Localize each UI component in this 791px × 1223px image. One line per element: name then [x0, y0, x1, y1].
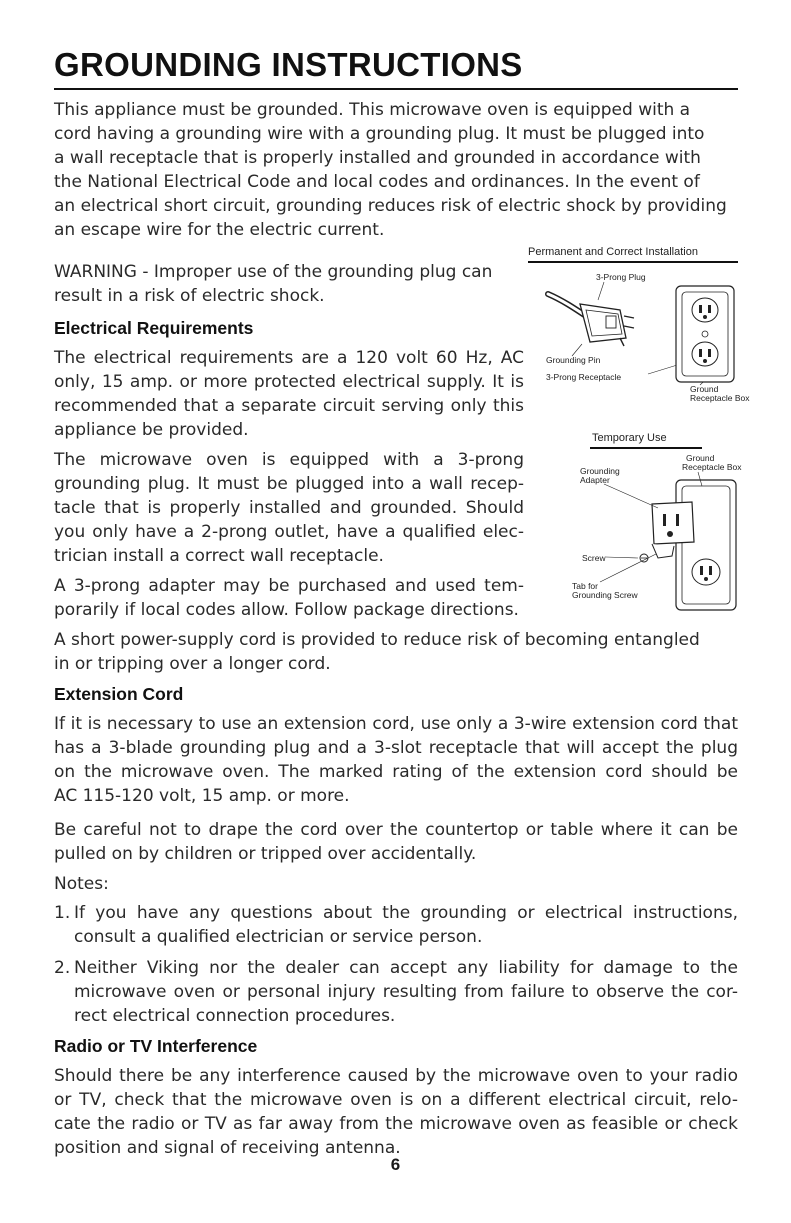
page-title: GROUNDING INSTRUCTIONS [54, 46, 523, 83]
text-line: grounding plug. It must be plugged into a wall recep- [54, 474, 524, 494]
label-screw: Screw [582, 553, 606, 563]
text-line: Neither Viking nor the dealer can accept any liability for damage to the [74, 958, 738, 978]
figure-caption-permanent: Permanent and Correct Installation [528, 246, 698, 258]
text-line: The electrical requirements are a 120 volt 60 Hz, AC [54, 348, 524, 368]
text-line: pulled on by children or tripped over accidentally. [54, 844, 477, 864]
text-line: AC 115-120 volt, 15 amp. or more. [54, 786, 350, 806]
electrical-requirements-heading: Electrical Requirements [54, 318, 254, 338]
text-line: porarily if local codes allow. Follow package directions. [54, 600, 519, 620]
note-text [74, 901, 738, 949]
text-line: If you have any questions about the grounding or electrical instructions, [74, 903, 738, 923]
text-line: This appliance must be grounded. This microwave oven is equipped with a [54, 100, 691, 120]
text-line: rect electrical connection procedures. [74, 1006, 396, 1026]
text-line: A 3-prong adapter may be purchased and used tem- [54, 576, 524, 596]
label-receptacle-box: Receptacle Box [690, 393, 750, 403]
adapter-and-receptacle-drawing [560, 432, 740, 612]
notes-label: Notes: [54, 874, 109, 894]
text-line: result in a risk of electric shock. [54, 286, 325, 306]
text-line: consult a qualified electrician or service person. [74, 927, 483, 947]
text-line: only, 15 amp. or more protected electrical supply. It is [54, 372, 524, 392]
figure-caption-temporary: Temporary Use [592, 432, 667, 444]
electrical-paragraph-2 [54, 448, 524, 568]
text-line: position and signal of receiving antenna. [54, 1138, 401, 1158]
warning-paragraph [54, 260, 534, 308]
extension-paragraph-2 [54, 818, 738, 866]
label-grounding-pin: Grounding Pin [546, 355, 601, 365]
text-line: tacle that is properly installed and grounded. Should [54, 498, 524, 518]
label-ground: Ground [686, 453, 715, 463]
label-ground: Ground [690, 384, 719, 394]
electrical-paragraph-3 [54, 574, 544, 622]
text-line: an electrical short circuit, grounding reduces risk of electric shock by providing [54, 196, 727, 216]
text-line: has a 3-blade grounding plug and a 3-slot receptacle that will accept the plug [54, 738, 738, 758]
text-line: Be careful not to drape the cord over the countertop or table where it can be [54, 820, 738, 840]
label-grounding-screw: Grounding Screw [572, 590, 638, 600]
plug-and-receptacle-drawing [528, 246, 740, 418]
electrical-paragraph-4 [54, 628, 738, 676]
text-line: on the microwave oven. The marked rating of the extension cord should be [54, 762, 738, 782]
text-line: If it is necessary to use an extension cord, use only a 3-wire extension cord that [54, 714, 738, 734]
text-line: microwave oven or personal injury resulting from failure to observe the cor- [74, 982, 738, 1002]
extension-cord-heading: Extension Cord [54, 684, 184, 704]
extension-paragraph-1 [54, 712, 738, 808]
intro-paragraph [54, 98, 738, 242]
text-line: in or tripping over a longer cord. [54, 654, 331, 674]
text-line: Should there be any interference caused by the microwave oven to your radio [54, 1066, 738, 1086]
radio-tv-heading: Radio or TV Interference [54, 1036, 258, 1056]
text-line: an escape wire for the electric current. [54, 220, 385, 240]
text-line: or TV, check that the microwave oven is on a different electrical circuit, relo- [54, 1090, 738, 1110]
radio-paragraph [54, 1064, 738, 1160]
electrical-paragraph-1 [54, 346, 524, 442]
text-line: trician install a correct wall receptacle. [54, 546, 384, 566]
text-line: cord having a grounding wire with a grounding plug. It must be plugged into [54, 124, 705, 144]
page-number: 6 [390, 1155, 401, 1174]
label-adapter: Adapter [580, 475, 610, 485]
label-receptacle-box: Receptacle Box [682, 462, 742, 472]
title-underline [54, 88, 738, 90]
text-line: recommended that a separate circuit serving only this [54, 396, 524, 416]
text-line: The microwave oven is equipped with a 3-prong [54, 450, 524, 470]
text-line: a wall receptacle that is properly installed and grounded in accordance with [54, 148, 701, 168]
label-3-prong-plug: 3-Prong Plug [596, 272, 646, 282]
note-number: 2. [54, 958, 71, 978]
text-line: you only have a 2-prong outlet, have a qualified elec- [54, 522, 524, 542]
label-3-prong-receptacle: 3-Prong Receptacle [546, 372, 622, 382]
note-number: 1. [54, 903, 71, 923]
note-item [54, 956, 738, 1030]
permanent-installation-figure [528, 246, 750, 418]
text-line: A short power-supply cord is provided to reduce risk of becoming entangled [54, 630, 700, 650]
text-line: the National Electrical Code and local codes and ordinances. In the event of [54, 172, 700, 192]
text-line: WARNING - Improper use of the grounding plug can [54, 262, 493, 282]
note-text [74, 956, 738, 1028]
label-grounding: Grounding [580, 466, 620, 476]
text-line: appliance be provided. [54, 420, 249, 440]
note-item [54, 901, 738, 951]
text-line: cate the radio or TV as far away from the microwave oven as feasible or check [54, 1114, 738, 1134]
label-tab-for: Tab for [572, 581, 598, 591]
temporary-use-figure [560, 432, 740, 612]
